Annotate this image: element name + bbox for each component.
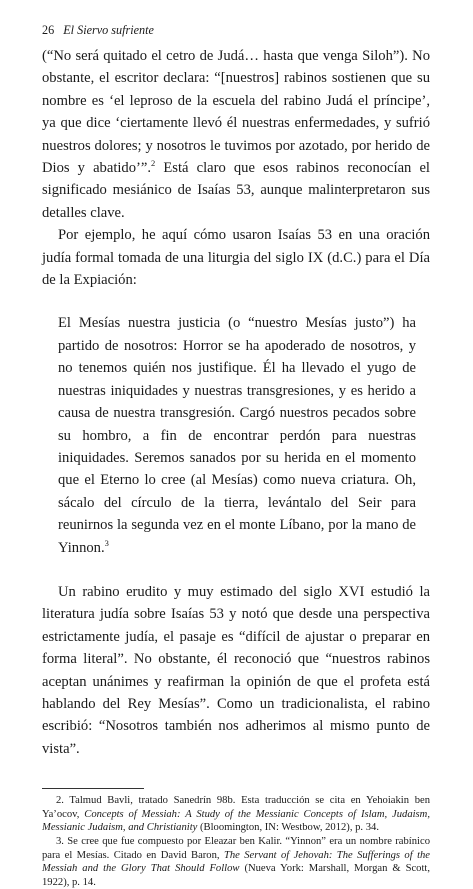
footnote-book-title: Concepts of Messiah: A Study of the Messianic Concepts of Islam, Judaism, Messianic Judaism, and Christianity (42, 808, 430, 834)
running-head (42, 22, 430, 38)
footnote-ref-2[interactable]: 2 (151, 158, 156, 169)
paragraph-text: (“No será quitado el cetro de Judá… hasta que venga Siloh”). No obstante, el escritor declara: “[nuestros] rabinos sostienen que su nombre es ‘el leproso de la escuela del rabino Judá el príncipe’, ya que dice ‘ciertamente llevó él nuestras enfermedades, y sufrió nuestros dolores; y nosotros le tuvimos por azotado, por herido de Dios y abatido’”. (42, 48, 430, 177)
paragraph: Un rabino erudito y muy estimado del siglo XVI estudió la literatura judía sobre Isaías 53 y notó que desde una perspectiva estrictamente judía, el pasaje es “difícil de ajustar o preparar en forma literal”. No obstante, él reconoció que “nuestros rabinos aceptan unánimes y reafirman la opinión de que el profeta está hablando del Rey Mesías”. Como un tradicionalista, el rabino escribió: “Nosotros también nos adherimos al mismo punto de vista”. (42, 583, 430, 757)
page-number: 26 (42, 23, 55, 37)
quote-text: El Mesías nuestra justicia (o “nuestro Mesías justo”) ha partido de nosotros: Horror se ha apoderado de nosotros, y no tenemos quién nos justifique. Él ha llevado el yugo de nuestras iniquidades y nuestras transgresiones, y es herido a causa de nuestra transgresión. Cargó nuestros pecados sobre su hombro, a fin de encontrar perdón para nuestras iniquidades. Seremos sanados por su herida en el momento que el Eterno lo cree (al Mesías) como nueva criatura. Oh, sácalo del círculo de la tierra, levántalo del Seir para reunirnos la segunda vez en el monte Líbano, por la mano de Yinnon. (58, 315, 416, 556)
footnote-text: 2. Talmud Bavli, tratado Sanedrín 98b. Esta traducción se cita en Yehoiakin ben Ya’ocov, (42, 795, 430, 820)
footnote-text: 3. Se cree que fue compuesto por Eleazar ben Kalir. “Yinnon” era un nombre rabínico para el Mesías. Citado en David Baron, (42, 835, 430, 861)
footnote-3 (42, 835, 430, 889)
footnote-ref-3[interactable]: 3 (104, 537, 109, 548)
footnote-book-title: The Servant of Jehovah: The Sufferings of the Messiah and the Glory That Should Follow (42, 849, 431, 875)
footnote-2 (42, 794, 430, 835)
running-title: El Siervo sufriente (63, 23, 154, 37)
block-quote (58, 312, 416, 558)
book-page (42, 22, 430, 889)
footnote-text: (Nueva York: Marshall, Morgan & Scott, 1922), p. 14. (42, 863, 430, 888)
footnote-text: (Bloomington, IN: Westbow, 2012), p. 34. (197, 822, 379, 834)
paragraph: Por ejemplo, he aquí cómo usaron Isaías 53 en una oración judía formal tomada de una liturgia del siglo IX (d.C.) para el Día de la Expiación: (42, 227, 430, 289)
footnote-separator (42, 788, 144, 789)
paragraph-continuation (42, 45, 430, 224)
paragraph-text: Está claro que esos rabinos reconocían el significado mesiánico de Isaías 53, aunque malinterpretaron sus detalles clave. (42, 160, 430, 221)
